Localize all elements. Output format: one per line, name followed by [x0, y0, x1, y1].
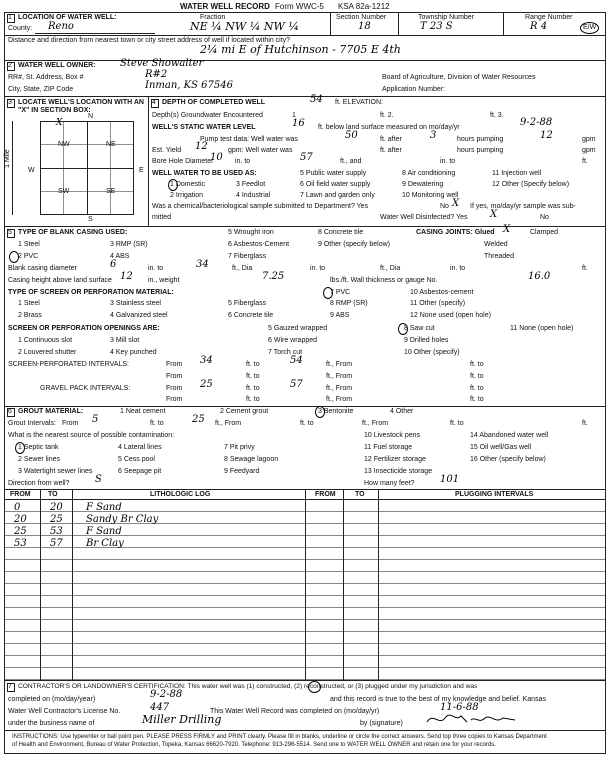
- locate-heading: LOCATE WELL'S LOCATION WITH AN "X" IN SECTION BOX:: [18, 99, 144, 114]
- spi-from: 34: [200, 355, 213, 366]
- address-value: R#2: [145, 69, 168, 80]
- open-mill[interactable]: 3 Mill slot: [110, 337, 140, 344]
- location-heading: LOCATION OF WATER WELL:: [18, 14, 117, 21]
- east-circle-mark: [580, 22, 599, 34]
- open-keypunched[interactable]: 4 Key punched: [110, 349, 157, 356]
- section-7-number: 7: [8, 683, 12, 690]
- elevation-label: ft. ELEVATION:: [335, 99, 383, 106]
- license-value: 447: [150, 702, 170, 713]
- grout-neat[interactable]: 1 Neat cement: [120, 408, 166, 415]
- bore-label: Bore Hole Diameter: [152, 158, 214, 165]
- gi-to-3: ft. to: [450, 420, 464, 427]
- log-rule-line: [4, 631, 606, 632]
- gpm: gpm: [582, 136, 596, 143]
- section-1-number: 1: [8, 14, 12, 21]
- contam-livestock[interactable]: 10 Livestock pens: [364, 432, 421, 439]
- spi-from-4: ft., From: [326, 373, 353, 380]
- screen-none[interactable]: 12 None used (open hole): [410, 312, 491, 319]
- log-row-3-from: 25: [14, 526, 27, 537]
- contam-sewer[interactable]: 2 Sewer lines: [18, 456, 61, 463]
- business-value: Miller Drilling: [142, 713, 222, 726]
- instructions-line-2: of Health and Environment, Bureau of Water Protection, Topeka, Kansas 66620-7920. Telephone: 913-296-5514. Send one to WATER WELL OWNER and retain one for your records.: [12, 742, 496, 748]
- log-rule-line: [4, 667, 606, 668]
- pump-ft: 50: [345, 130, 358, 141]
- screen-other[interactable]: 11 Other (specify): [410, 300, 466, 307]
- log-row-2-to: 25: [50, 514, 63, 525]
- section-5-number: 5: [8, 229, 12, 236]
- joints-glued-x: X: [503, 224, 511, 235]
- form-title: WATER WELL RECORD: [180, 2, 270, 11]
- spi-to-2: ft. to: [470, 361, 484, 368]
- county-label: County:: [8, 25, 33, 32]
- use-monitoring[interactable]: 10 Monitoring well: [402, 192, 459, 199]
- section-2-number: 2: [8, 62, 12, 69]
- pump-hours: 3: [430, 130, 437, 141]
- gi-from-2: ft., From: [215, 420, 242, 427]
- casing-pvc[interactable]: 2 PVC: [18, 253, 39, 260]
- gp-from-4: ft., From: [326, 396, 353, 403]
- grout-label: GROUT MATERIAL:: [18, 408, 84, 415]
- contam-septic[interactable]: 1 Septic tank: [18, 444, 59, 451]
- static-tail: ft. below land surface measured on mo/day/yr: [318, 124, 460, 131]
- threaded-label: Threaded: [484, 253, 514, 260]
- contam-other[interactable]: 16 Other (specify below): [470, 456, 546, 463]
- open-other[interactable]: 10 Other (specify): [404, 349, 460, 356]
- contam-lagoon[interactable]: 8 Sewage lagoon: [224, 456, 279, 463]
- use-oil[interactable]: 6 Oil field water supply: [300, 181, 371, 188]
- board-label: Board of Agriculture, Division of Water Resources: [382, 74, 536, 81]
- height-in: in., weight: [148, 277, 180, 284]
- open-torch[interactable]: 7 Torch cut: [268, 349, 303, 356]
- gi-to-label: ft. to: [150, 420, 164, 427]
- completed-date: 9-2-88: [150, 689, 183, 700]
- use-label: WELL WATER TO BE USED AS:: [152, 170, 257, 177]
- pump-label: Pump test data: Well water was: [200, 136, 298, 143]
- diameter-ft: ft.: [582, 265, 588, 272]
- feet-label: How many feet?: [364, 480, 415, 487]
- screen-pvc-circle: [323, 287, 333, 299]
- yield-value: 12: [195, 141, 208, 152]
- plug-to-header: TO: [355, 491, 365, 498]
- log-row-2-desc: Sandy Br Clay: [86, 514, 159, 525]
- screen-concrete[interactable]: 6 Concrete tile: [228, 312, 274, 319]
- screen-rmp[interactable]: 8 RMP (SR): [330, 300, 368, 307]
- diameter-value: 6: [110, 259, 117, 270]
- section-6-number: 6: [8, 408, 12, 415]
- static-level-label: WELL'S STATIC WATER LEVEL: [152, 124, 256, 131]
- log-rule-line: [4, 655, 606, 656]
- gp-to-2: ft. to: [470, 385, 484, 392]
- spi-to: 54: [290, 355, 303, 366]
- county-value: Reno: [48, 21, 74, 32]
- contam-feedyard[interactable]: 9 Feedyard: [224, 468, 260, 475]
- pump-after: ft. after: [380, 136, 402, 143]
- instructions-line-1: INSTRUCTIONS: Use typewriter or ball point pen. PLEASE PRESS FIRMLY and PRINT clearly. Please fill in blanks, underline or circle the correct answers. Send top three copies to Kansas Department: [12, 734, 547, 740]
- completed-label: completed on (mo/day/year): [8, 696, 96, 703]
- contam-watertight[interactable]: 3 Watertight sewer lines: [18, 468, 93, 475]
- grout-cement[interactable]: 2 Cement grout: [220, 408, 269, 415]
- screen-brass[interactable]: 2 Brass: [18, 312, 42, 319]
- owner-label: WATER WELL OWNER:: [18, 62, 96, 69]
- diameter-dia-2: ft., Dia: [380, 265, 401, 272]
- range-value: R 4: [530, 21, 548, 32]
- sawcut-circle-mark: [398, 323, 408, 335]
- north-label: N: [88, 113, 94, 120]
- gw-1: 1: [292, 112, 296, 119]
- bore-tail: ft., and: [340, 158, 362, 165]
- signature-label: by (signature): [360, 720, 403, 727]
- joints-label: CASING JOINTS: Glued: [416, 229, 495, 236]
- openings-label: SCREEN OR PERFORATION OPENINGS ARE:: [8, 325, 160, 332]
- hours-2: hours pumping: [457, 147, 504, 154]
- log-rule-line: [4, 571, 606, 572]
- east-label: E: [139, 167, 144, 174]
- direction-value: S: [95, 474, 102, 485]
- gp-to-3: ft. to: [246, 396, 260, 403]
- log-row-1-to: 20: [50, 502, 63, 513]
- contam-oilgas[interactable]: 15 Oil well/Gas well: [470, 444, 532, 451]
- gp-to: 57: [290, 379, 303, 390]
- screen-fiberglass[interactable]: 5 Fiberglass: [228, 300, 267, 307]
- gp-from-2: ft., From: [326, 385, 353, 392]
- spi-to-4: ft. to: [470, 373, 484, 380]
- diameter-label: Blank casing diameter: [8, 265, 77, 272]
- gi-ft: ft.: [582, 420, 588, 427]
- contam-label: What is the nearest source of possible contamination:: [8, 432, 175, 439]
- application-number-label: Application Number:: [382, 86, 446, 93]
- log-row-3-desc: F Sand: [86, 526, 122, 537]
- spi-to-3: ft. to: [246, 373, 260, 380]
- range-label: Range Number: [525, 14, 573, 21]
- log-rule-line: [4, 559, 606, 560]
- true-statement: and this record is true to the best of my knowledge and belief. Kansas: [330, 696, 546, 703]
- spi-from-3: From: [166, 373, 183, 380]
- screen-steel[interactable]: 1 Steel: [18, 300, 40, 307]
- spi-to-label: ft. to: [246, 361, 260, 368]
- license-label: Water Well Contractor's License No.: [8, 708, 121, 715]
- screen-galvanized[interactable]: 4 Galvanized steel: [110, 312, 168, 319]
- casing-asbestos[interactable]: 6 Asbestos-Cement: [228, 241, 290, 248]
- section-number-label: Section Number: [336, 14, 387, 21]
- certification-text: CONTRACTOR'S OR LANDOWNER'S CERTIFICATION: This water well was (1) constructed, (2) reconstructed, or (3) plugged under my jurisdiction and was: [18, 683, 478, 690]
- spi-from-label: From: [166, 361, 183, 368]
- casing-other[interactable]: 9 Other (specify below): [318, 241, 390, 248]
- log-rule-line: [4, 595, 606, 596]
- use-lawn[interactable]: 7 Lawn and garden only: [300, 192, 375, 199]
- south-label: S: [88, 216, 93, 223]
- fraction-label: Fraction: [200, 14, 226, 21]
- gp-to-4: ft. to: [470, 396, 484, 403]
- pvc-circle-mark: [9, 251, 19, 263]
- open-sawcut[interactable]: 8 Saw cut: [404, 325, 435, 332]
- gp-from-3: From: [166, 396, 183, 403]
- diameter-in: in. to: [148, 265, 164, 272]
- casing-steel[interactable]: 1 Steel: [18, 241, 40, 248]
- static-date: 9-2-88: [520, 117, 553, 128]
- casing-abs[interactable]: 4 ABS: [110, 253, 130, 260]
- direction-label: Direction from well?: [8, 480, 70, 487]
- bore-diameter: 10: [210, 152, 223, 163]
- after-2: ft. after: [380, 147, 402, 154]
- east-west-value: E/W: [583, 24, 597, 31]
- log-from-header: FROM: [10, 491, 31, 498]
- gp-to-label: ft. to: [246, 385, 260, 392]
- open-gauzed[interactable]: 5 Gauzed wrapped: [268, 325, 328, 332]
- diameter-in-2: in. to: [310, 265, 326, 272]
- gp-from-label: From: [166, 385, 183, 392]
- grout-other[interactable]: 4 Other: [390, 408, 414, 415]
- height-value: 12: [120, 271, 133, 282]
- groundwater-label: Depth(s) Groundwater Encountered: [152, 112, 263, 119]
- contam-privy[interactable]: 7 Pit privy: [224, 444, 255, 451]
- contam-seepage[interactable]: 6 Seepage pit: [118, 468, 162, 475]
- contam-fertilizer[interactable]: 12 Fertilizer storage: [364, 456, 426, 463]
- gi-label: Grout Intervals:: [8, 420, 56, 427]
- chem-mitted: mitted: [152, 214, 172, 221]
- disinfected-no: No: [540, 214, 549, 221]
- use-public[interactable]: 5 Public water supply: [300, 170, 367, 177]
- weight-tail: lbs./ft. Wall thickness or gauge No.: [330, 277, 438, 284]
- log-row-1-desc: F Sand: [86, 502, 122, 513]
- ksa-statute: KSA 82a-1212: [338, 2, 390, 11]
- chem-label: Was a chemical/bacteriological sample submitted to Department? Yes: [152, 203, 369, 210]
- signature-mark: [425, 712, 525, 726]
- clamped-label: Clamped: [530, 229, 559, 236]
- form-number: Form WWC-5: [275, 2, 324, 11]
- pump-gpm: 12: [540, 130, 553, 141]
- sw-quadrant-label: SW: [58, 188, 70, 195]
- use-air[interactable]: 8 Air conditioning: [402, 170, 456, 177]
- plugging-header: PLUGGING INTERVALS: [455, 491, 534, 498]
- casing-wrought[interactable]: 5 Wrought iron: [228, 229, 274, 236]
- contam-lateral[interactable]: 4 Lateral lines: [118, 444, 162, 451]
- contam-abandoned[interactable]: 14 Abandoned water well: [470, 432, 549, 439]
- open-louvered[interactable]: 2 Louvered shutter: [18, 349, 77, 356]
- owner-value: Steve Showalter: [120, 58, 204, 69]
- welded-label: Welded: [484, 241, 508, 248]
- use-industrial[interactable]: 4 Industrial: [236, 192, 271, 199]
- gi-to: 25: [192, 414, 205, 425]
- yield-label: Est. Yield: [152, 147, 182, 154]
- gi-from-label: From: [62, 420, 79, 427]
- open-drilled[interactable]: 9 Drilled holes: [404, 337, 449, 344]
- log-rule-line: [4, 607, 606, 608]
- feet-value: 101: [440, 474, 460, 485]
- screen-label: TYPE OF SCREEN OR PERFORATION MATERIAL:: [8, 289, 174, 296]
- static-level-value: 16: [292, 118, 305, 129]
- contam-cesspool[interactable]: 5 Cess pool: [118, 456, 155, 463]
- log-rule-line: [4, 619, 606, 620]
- township-label: Township Number: [418, 14, 475, 21]
- pump-tail: hours pumping: [457, 136, 504, 143]
- log-row-4-desc: Br Clay: [86, 538, 124, 549]
- section-value: 18: [358, 21, 371, 32]
- gp-from: 25: [200, 379, 213, 390]
- nw-quadrant-label: NW: [58, 141, 70, 148]
- open-none[interactable]: 11 None (open hole): [510, 325, 574, 332]
- fraction-value: NE ¼ NW ¼ NW ¼: [190, 20, 299, 33]
- log-rule-line: [4, 643, 606, 644]
- log-to-header: TO: [48, 491, 58, 498]
- bore-depth: 57: [300, 152, 313, 163]
- use-dewatering[interactable]: 9 Dewatering: [402, 181, 444, 188]
- bentonite-circle-mark: [315, 406, 325, 418]
- septic-circle-mark: [15, 442, 25, 454]
- depth-label: DEPTH OF COMPLETED WELL: [162, 99, 266, 106]
- gi-from: 5: [92, 414, 99, 425]
- casing-rmp[interactable]: 3 RMP (SR): [110, 241, 148, 248]
- gw-2: ft. 2.: [380, 112, 394, 119]
- open-continuous[interactable]: 1 Continuous slot: [18, 337, 73, 344]
- log-row-3-to: 53: [50, 526, 63, 537]
- domestic-circle-mark: [168, 179, 178, 191]
- disinfected-x: X: [490, 209, 498, 220]
- screen-abs[interactable]: 9 ABS: [330, 312, 350, 319]
- use-other[interactable]: 12 Other (Specify below): [492, 181, 570, 188]
- diameter-in-3: in. to: [450, 265, 466, 272]
- log-row-4-to: 57: [50, 538, 63, 549]
- address-label: RR#, St. Address, Box #: [8, 74, 84, 81]
- contam-fuel[interactable]: 11 Fuel storage: [364, 444, 413, 451]
- depth-value: 54: [310, 94, 323, 105]
- use-feedlot[interactable]: 3 Feedlot: [236, 181, 266, 188]
- bore-in: in. to: [235, 158, 251, 165]
- use-irrigation[interactable]: 2 Irrigation: [170, 192, 204, 199]
- disinfected-label: Water Well Disinfected? Yes: [380, 214, 468, 221]
- plug-from-header: FROM: [315, 491, 336, 498]
- spi-from-2: ft., From: [326, 361, 353, 368]
- contam-insecticide[interactable]: 13 Insecticide storage: [364, 468, 433, 475]
- chem-if: If yes, mo/day/yr sample was sub-: [470, 203, 576, 210]
- gw-3: ft. 3.: [490, 112, 504, 119]
- casing-label: TYPE OF BLANK CASING USED:: [18, 229, 128, 236]
- ne-quadrant-label: NE: [106, 141, 116, 148]
- screen-stainless[interactable]: 3 Stainless steel: [110, 300, 161, 307]
- distance-value: 2¼ mi E of Hutchinson - 7705 E 4th: [200, 43, 401, 56]
- spi-label: SCREEN-PERFORATED INTERVALS:: [8, 361, 129, 368]
- screen-asbestos[interactable]: 10 Asbestos-cement: [410, 289, 474, 296]
- gpm-2: gpm: [582, 147, 596, 154]
- constructed-circle-mark: [308, 681, 321, 693]
- log-row-4-from: 53: [14, 538, 27, 549]
- weight-value: 7.25: [262, 271, 285, 282]
- chem-no-x: X: [452, 198, 460, 209]
- log-rule-line: [4, 583, 606, 584]
- use-domestic[interactable]: 1 Domestic: [170, 181, 206, 188]
- gravel-label: GRAVEL PACK INTERVALS:: [40, 385, 131, 392]
- city-value: Inman, KS 67546: [145, 80, 233, 91]
- township-value: T 23 S: [420, 21, 453, 32]
- diameter-to: 34: [196, 259, 209, 270]
- chem-no: No: [440, 203, 449, 210]
- business-label: under the business name of: [8, 720, 95, 727]
- mile-label: 1 Mile: [4, 149, 11, 168]
- screen-pvc[interactable]: 7 PVC: [330, 289, 351, 296]
- record-completed-label: This Water Well Record was completed on (mo/day/yr): [210, 708, 380, 715]
- city-label: City, State, ZIP Code: [8, 86, 74, 93]
- casing-fiberglass[interactable]: 7 Fiberglass: [228, 253, 267, 260]
- distance-label: Distance and direction from nearest town or city street address of well if located within city?: [8, 37, 291, 44]
- section-3-number: 3: [8, 99, 12, 106]
- log-row-2-from: 20: [14, 514, 27, 525]
- section-4-number: 4: [152, 99, 156, 106]
- yield-tail: gpm: Well water was: [228, 147, 293, 154]
- well-location-x: X: [56, 118, 63, 128]
- height-label: Casing height above land surface: [8, 277, 112, 284]
- bore-in-2: in. to: [440, 158, 456, 165]
- lithologic-header: LITHOLOGIC LOG: [150, 491, 211, 498]
- casing-concrete[interactable]: 8 Concrete tile: [318, 229, 364, 236]
- use-injection[interactable]: 11 Injection well: [492, 170, 542, 177]
- diameter-tail: ft., Dia: [232, 265, 253, 272]
- west-label: W: [28, 167, 35, 174]
- bore-ft: ft.: [582, 158, 588, 165]
- se-quadrant-label: SE: [106, 188, 116, 195]
- record-date: 11-6-88: [440, 702, 479, 713]
- gauge-value: 16.0: [528, 271, 551, 282]
- open-wire[interactable]: 6 Wire wrapped: [268, 337, 318, 344]
- log-row-1-from: 0: [14, 502, 21, 513]
- grout-bentonite[interactable]: 3 Bentonite: [318, 408, 354, 415]
- gi-from-3: ft., From: [362, 420, 389, 427]
- gi-to-2: ft. to: [300, 420, 314, 427]
